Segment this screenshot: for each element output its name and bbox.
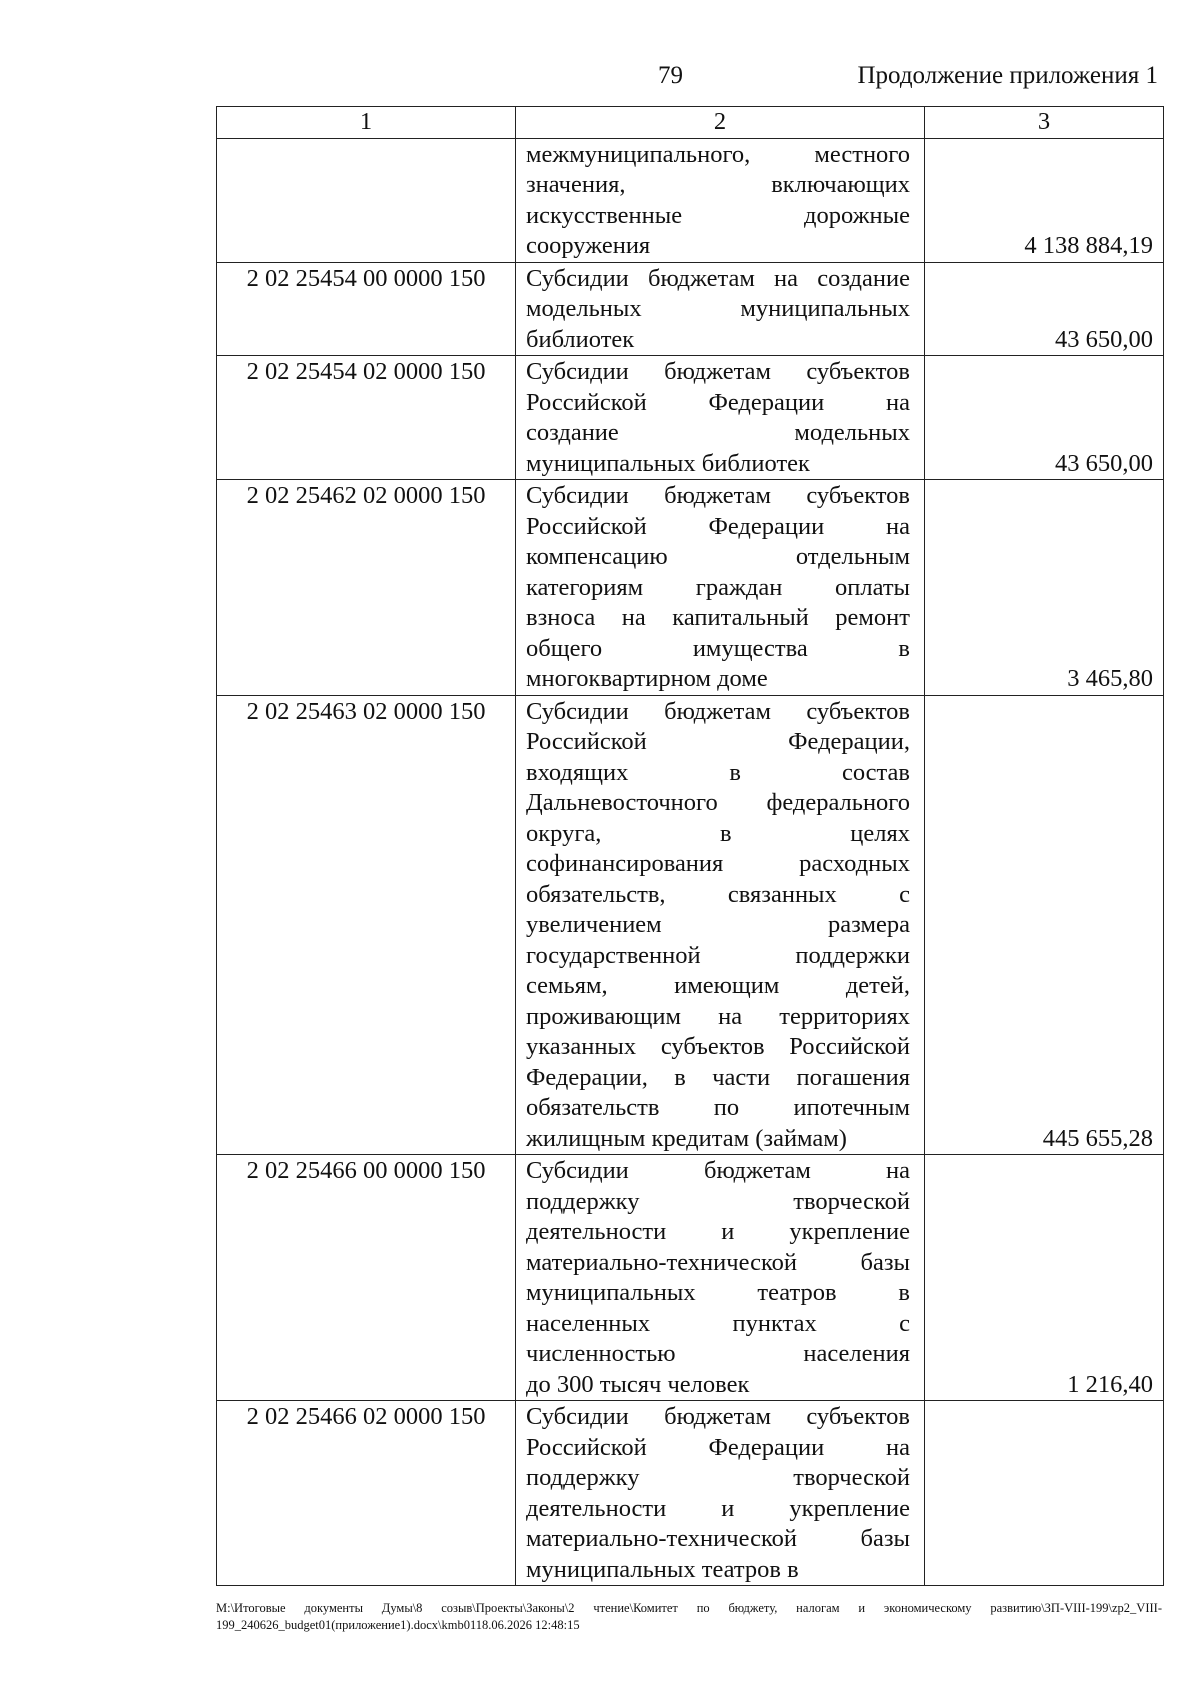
description-line: деятельности и укрепление [526, 1218, 910, 1245]
description-line: модельных муниципальных [526, 295, 910, 322]
description-line: поддержку творческой [526, 1187, 910, 1215]
amount-cell: 1 216,40 [925, 1155, 1164, 1401]
description-line: деятельности и укрепление [526, 1494, 910, 1522]
description-cell [516, 138, 925, 262]
description-line: населенных пунктах с [526, 1309, 910, 1337]
amount-cell: 445 655,28 [925, 695, 1164, 1155]
description-line: обязательств по ипотечным [526, 1094, 910, 1121]
description-line: Субсидии бюджетам субъектов [526, 482, 910, 509]
description-line: входящих в состав [526, 758, 910, 786]
description-cell [516, 356, 925, 480]
description-line: государственной поддержки [526, 941, 910, 969]
description-line: Дальневосточного федерального [526, 789, 910, 816]
description-line: межмуниципального, местного [526, 140, 910, 168]
description-line: взноса на капитальный ремонт [526, 604, 910, 631]
description-line: округа, в целях [526, 819, 910, 847]
amount-cell [925, 1401, 1164, 1586]
description-line: категориям граждан оплаты [526, 573, 910, 601]
table-row [217, 138, 1164, 262]
description-line: компенсацию отдельным [526, 543, 910, 570]
description-line: создание модельных [526, 419, 910, 446]
description-line: многоквартирном доме [526, 665, 768, 692]
table-row [217, 1401, 1164, 1586]
column-header-code: 1 [217, 107, 516, 139]
table-row [217, 695, 1164, 1155]
description-cell [516, 262, 925, 356]
description-line: сооружения [526, 232, 651, 259]
description-line: искусственные дорожные [526, 201, 910, 229]
description-line: материально-технической базы [526, 1248, 910, 1276]
description-line: софинансирования расходных [526, 850, 910, 877]
description-line: обязательств, связанных с [526, 880, 910, 908]
amount-cell: 43 650,00 [925, 356, 1164, 480]
description-line: Субсидии бюджетам на [526, 1157, 910, 1184]
budget-code-cell: 2 02 25454 02 0000 150 [217, 356, 516, 480]
description-line: Российской Федерации, [526, 728, 910, 755]
description-line: материально-технической базы [526, 1525, 910, 1552]
appendix-continuation-heading: Продолжение приложения 1 [857, 62, 1158, 89]
description-line: жилищным кредитам (займам) [526, 1124, 847, 1152]
page-number: 79 [658, 62, 683, 89]
description-cell [516, 480, 925, 696]
amount-cell: 43 650,00 [925, 262, 1164, 356]
document-file-path-footer: М:\Итоговые документы Думы\8 созыв\Проекты\Законы\2 чтение\Комитет по бюджету, налогам и экономическому развитию\ЗП-VIII-199\zp2_VIII-199_240626_budget01(приложение1).docx\kmb0118.06.2026 12:48:15 [216, 1601, 1162, 1632]
description-line: муниципальных библиотек [526, 449, 810, 477]
description-line: проживающим на территориях [526, 1002, 910, 1030]
description-line: значения, включающих [526, 171, 910, 198]
description-line: библиотек [526, 325, 635, 353]
description-line: Российской Федерации на [526, 1433, 910, 1461]
amount-cell: 3 465,80 [925, 480, 1164, 696]
description-line: муниципальных театров в [526, 1555, 799, 1583]
description-cell [516, 1155, 925, 1401]
description-line: Субсидии бюджетам субъектов [526, 697, 910, 725]
column-header-amount: 3 [925, 107, 1164, 139]
table-row [217, 262, 1164, 356]
description-line: семьям, имеющим детей, [526, 972, 910, 999]
description-line: Российской Федерации на [526, 512, 910, 540]
description-line: Субсидии бюджетам субъектов [526, 358, 910, 385]
description-line: указанных субъектов Российской [526, 1033, 910, 1060]
budget-code-cell: 2 02 25466 00 0000 150 [217, 1155, 516, 1401]
budget-revenue-table [216, 106, 1164, 1586]
table-body [217, 138, 1164, 1586]
table-row [217, 480, 1164, 696]
description-line: муниципальных театров в [526, 1279, 910, 1306]
description-line: Субсидии бюджетам субъектов [526, 1403, 910, 1430]
description-line: Субсидии бюджетам на создание [526, 264, 910, 292]
table-row [217, 1155, 1164, 1401]
description-line: увеличением размера [526, 911, 910, 938]
description-cell [516, 1401, 925, 1586]
description-line: численностью населения [526, 1340, 910, 1367]
budget-code-cell: 2 02 25462 02 0000 150 [217, 480, 516, 696]
description-line: до 300 тысяч человек [526, 1370, 750, 1398]
table-row [217, 356, 1164, 480]
column-header-description: 2 [516, 107, 925, 139]
budget-code-cell: 2 02 25463 02 0000 150 [217, 695, 516, 1155]
description-line: общего имущества в [526, 634, 910, 662]
budget-code-cell: 2 02 25466 02 0000 150 [217, 1401, 516, 1586]
amount-cell: 4 138 884,19 [925, 138, 1164, 262]
description-line: поддержку творческой [526, 1464, 910, 1491]
description-line: Российской Федерации на [526, 388, 910, 416]
budget-code-cell: 2 02 25454 00 0000 150 [217, 262, 516, 356]
description-cell [516, 695, 925, 1155]
budget-code-cell [217, 138, 516, 262]
description-line: Федерации, в части погашения [526, 1063, 910, 1091]
table-header-row [217, 107, 1164, 139]
